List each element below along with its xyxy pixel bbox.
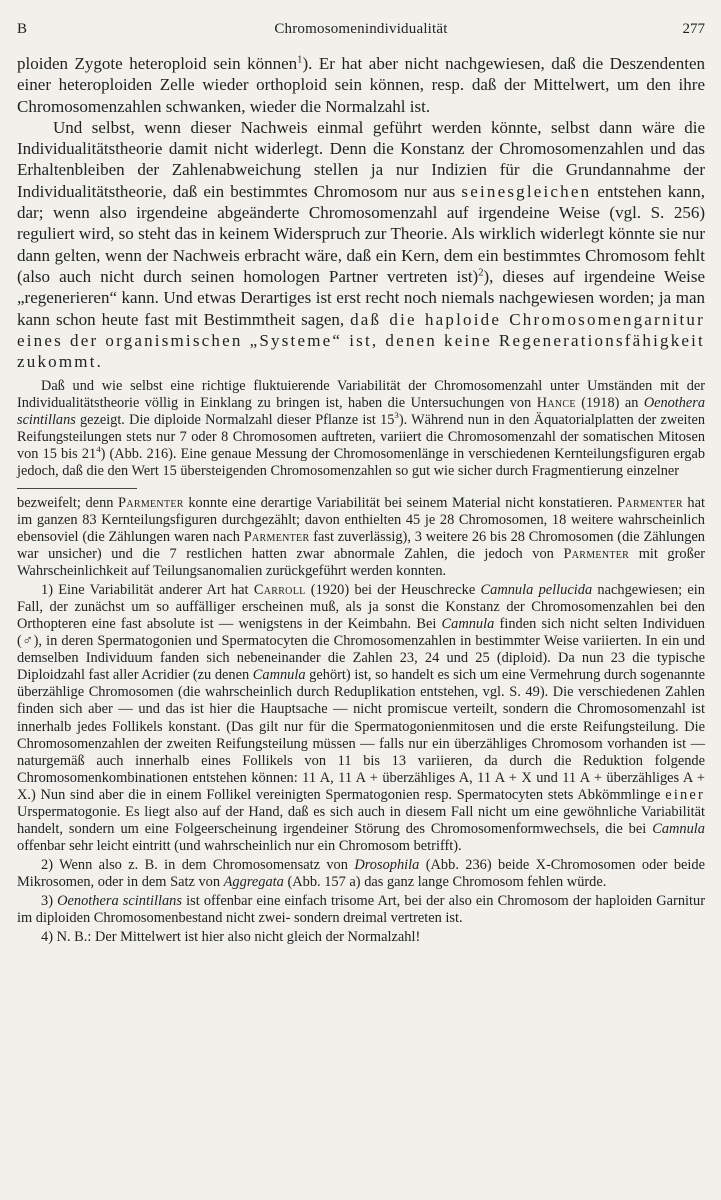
running-title: Chromosomenindividualität (274, 21, 448, 37)
footnote-ref-4: 4 (96, 444, 101, 455)
footnote-rule (17, 488, 137, 489)
emphasis-spaced: seinesgleichen (461, 181, 592, 201)
page-number: 277 (682, 21, 705, 37)
footnote-3: 3) Oenothera scintillans ist offenbar eine einfach trisome Art, bei der also ein Chromosom der haploiden Garnitur im diploiden Chromosomenbestand nicht zwei- sondern dreimal vertreten ist. (17, 892, 706, 927)
emphasis-spaced: daß die haploide Chromosomengarnitur eines der organismischen „Systeme“ ist, denen keine Regenerationsfähigkeit zukommt. (17, 309, 705, 372)
footnote-ref-1: 1 (297, 54, 303, 66)
footnote-continuation: bezweifelt; denn Parmenter konnte eine derartige Variabilität bei seinem Material nicht konstatieren. Parmenter hat im ganzen 83 Kernteilungsfiguren durchgezählt; davon enthielten 45 je 28 Chromosomen, 18 weitere wahrscheinlich ebensoviel (die Zählungen waren nach Parmenter fast zuverlässig), 3 weitere 26 bis 28 Chromosomen (die Zählungen war unsicher) und die 7 restlichen hatten zwar abnormale Zahlen, die jedoch von Parmenter mit großer Wahrscheinlichkeit auf Teilungsanomalien zurückgeführt werden konnten. (17, 494, 705, 580)
running-header (17, 14, 705, 44)
species-name: Oenothera scintillans (17, 395, 705, 429)
footnote-1: 1) Eine Variabilität anderer Art hat Carroll (1920) bei der Heuschrecke Camnula pellucida nachgewiesen; ein Fall, der zunächst um so auffälliger erscheinen muß, als ja sonst die Konstanz der Chromosomenzahlen bei den Orthopteren eine fast absolute ist — wenigstens in der Keimbahn. Bei Camnula finden sich nicht selten Individuen (♂), in deren Spermatogonien und Spermatocyten die Chromosomenzahlen in bestimmter Weise variierten. In ein und demselben Individuum fanden sich nebeneinander die Zahlen 23, 24 und 25 (diploid). Da nun 23 die typische Diploidzahl fast aller Acridier (zu denen Camnula gehört) ist, so handelt es sich um eine Vermehrung durch sogenannte überzählige Chromosomen (die wahrscheinlich durch Reduplikation entstehen, vgl. S. 49). Die verschiedenen Zahlen finden sich aber — und das ist hier die Hauptsache — nicht promiscue verteilt, sondern die Chromosomenzahl ist innerhalb jedes Follikels konstant. (Das gilt nur für die Spermatogonienmitosen und die erste Reifungsteilung. Die Chromosomenzahlen der zweiten Reifungsteilung müssen — falls nur ein überzähliges Chromosom vorhanden ist — naturgemäß auch innerhalb eines Follikels von 11 bis 13 variieren, da durch die Reduktion folgende Chromosomenkombinationen entstehen können: 11 A, 11 A + überzähliges A, 11 A + X und 11 A + überzähliges A + X.) Nun sind aber die in einem Follikel vereinigten Spermatogonien resp. Spermatocyten stets Abkömmlinge einer Urspermatogonie. Es liegt also auf der Hand, daß es sich auch in diesem Fall nicht um eine gewöhnliche Variabilität handelt, sondern um eine Folgeerscheinung irgendeiner Störung des Chromosomenformwechsels, die bei Camnula offenbar sehr leicht eintritt (und wahrscheinlich nur ein Chromosom betrifft). (17, 582, 706, 854)
footnote-ref-2: 2 (478, 267, 484, 279)
footnotes (17, 495, 705, 946)
paragraph-1: ploiden Zygote heteroploid sein können$^1$). Er hat aber nicht nachgewiesen, daß die Deszendenten einer heteroploiden Zelle wieder orthoploid sein können, resp. daß der Mittelwert, um den ihre Chromosomenzahlen schwanken, wieder die Normalzahl ist. (17, 54, 705, 116)
small-print-paragraph: Daß und wie selbst eine richtige fluktuierende Variabilität der Chromosomenzahl unter Umständen mit der Individualitätstheorie völlig in Einklang zu bringen ist, haben die Untersuchungen von Hance (1918) an Oenothera scintillans gezeigt. Die diploide Normalzahl dieser Pflanze ist $15^3$). Während nun in den Äquatorialplatten der zweiten Reifungsteilungen stets nur 7 oder 8 Chromosomen auftreten, variiert die Chromosomenzahl der somatischen Mitosen von 15 bis $21^4$) (Abb. 216). Eine genaue Messung der Chromosomenlänge in verschiedenen Kernteilungsfiguren ergab jedoch, daß die den Wert 15 übersteigenden Chromosomenzahlen so gut wie sicher durch Fragmentierung einzelner (17, 378, 706, 479)
footnote-ref-3: 3 (394, 410, 399, 421)
footnote-2: 2) Wenn also z. B. in dem Chromosomensatz von Drosophila (Abb. 236) beide X-Chromosomen oder beide Mikrosomen, oder in dem Satz von Aggregata (Abb. 157 a) das ganz lange Chromosom fehlen würde. (17, 856, 705, 890)
paragraph-2: Und selbst, wenn dieser Nachweis einmal geführt werden könnte, selbst dann wäre die Individualitätstheorie damit nicht widerlegt. Denn die Konstanz der Chromosomenzahlen und das Erhaltenbleiben der Zahlenabweichung stellen ja nur Indizien für die Grundannahme der Individualitätstheorie, daß ein bestimmtes Chromosom nur aus seinesgleichen entstehen kann, dar; wenn also irgendeine abgeänderte Chromosomenzahl auf irgendeine Weise (vgl. S. 256) reguliert wird, so steht das in keinem Widerspruch zur Theorie. Als wirklich widerlegt könnte sie nur dann gelten, wenn der Nachweis erbracht wäre, daß ein Kern, dem ein bestimmtes Chromosom fehlt (also auch nicht durch seinen homologen Partner vertreten ist)$^2$), dieses auf irgendeine Weise „regenerieren“ kann. Und etwas Derartiges ist erst recht noch niemals nachgewiesen worden; ja man kann schon heute fast mit Bestimmtheit sagen, daß die haploide Chromosomengarnitur eines der organismischen „Systeme“ ist, denen keine Regenerationsfähigkeit zukommt. (17, 117, 706, 372)
signature-mark: B (17, 21, 28, 37)
author-name: Hance (536, 395, 576, 412)
main-text (17, 53, 705, 372)
footnote-4: 4) N. B.: Der Mittelwert ist hier also nicht gleich der Normalzahl! (41, 929, 421, 946)
